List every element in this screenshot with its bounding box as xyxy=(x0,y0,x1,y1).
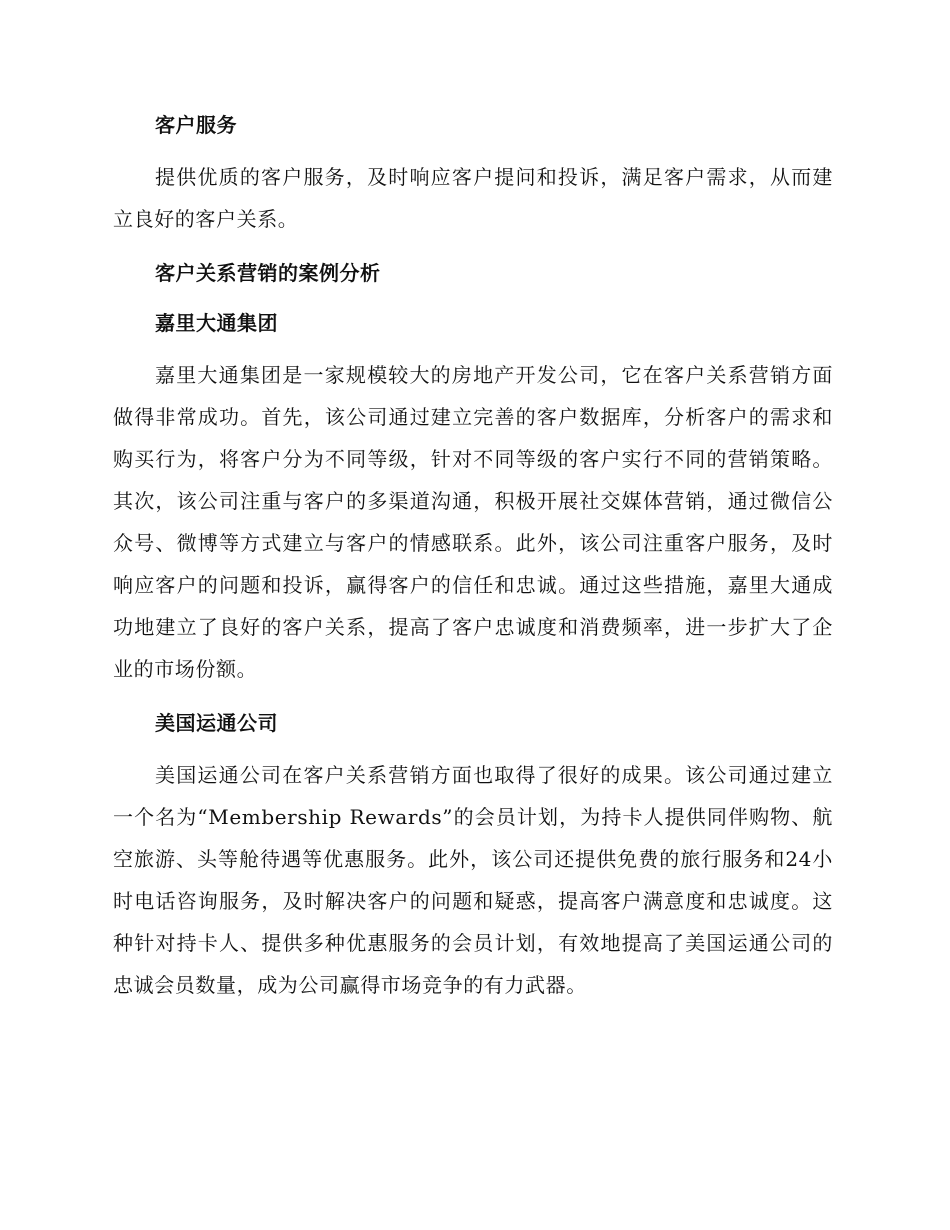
heading-kerry-group: 嘉里大通集团 xyxy=(155,311,278,335)
paragraph-american-express: 美国运通公司在客户关系营销方面也取得了很好的成果。该公司通过建立一个名为“Membership Rewards”的会员计划，为持卡人提供同伴购物、航空旅游、头等舱待遇等优惠服务。此外，该公司还提供免费的旅行服务和24小时电话咨询服务，及时解决客户的问题和疑惑，提高客户满意度和忠诚度。这种针对持卡人、提供多种优惠服务的会员计划，有效地提高了美国运通公司的忠诚会员数量，成为公司赢得市场竞争的有力武器。 xyxy=(113,763,833,997)
heading-customer-service: 客户服务 xyxy=(155,113,237,137)
paragraph-kerry-group: 嘉里大通集团是一家规模较大的房地产开发公司，它在客户关系营销方面做得非常成功。首先，该公司通过建立完善的客户数据库，分析客户的需求和购买行为，将客户分为不同等级，针对不同等级的客户实行不同的营销策略。其次，该公司注重与客户的多渠道沟通，积极开展社交媒体营销，通过微信公众号、微博等方式建立与客户的情感联系。此外，该公司注重客户服务，及时响应客户的问题和投诉，赢得客户的信任和忠诚。通过这些措施，嘉里大通成功地建立了良好的客户关系，提高了客户忠诚度和消费频率，进一步扩大了企业的市场份额。 xyxy=(113,363,833,681)
paragraph-customer-service: 提供优质的客户服务，及时响应客户提问和投诉，满足客户需求，从而建立良好的客户关系。 xyxy=(113,165,833,231)
document-body xyxy=(113,104,833,1018)
heading-case-analysis: 客户关系营销的案例分析 xyxy=(155,261,381,285)
heading-american-express: 美国运通公司 xyxy=(155,711,278,735)
